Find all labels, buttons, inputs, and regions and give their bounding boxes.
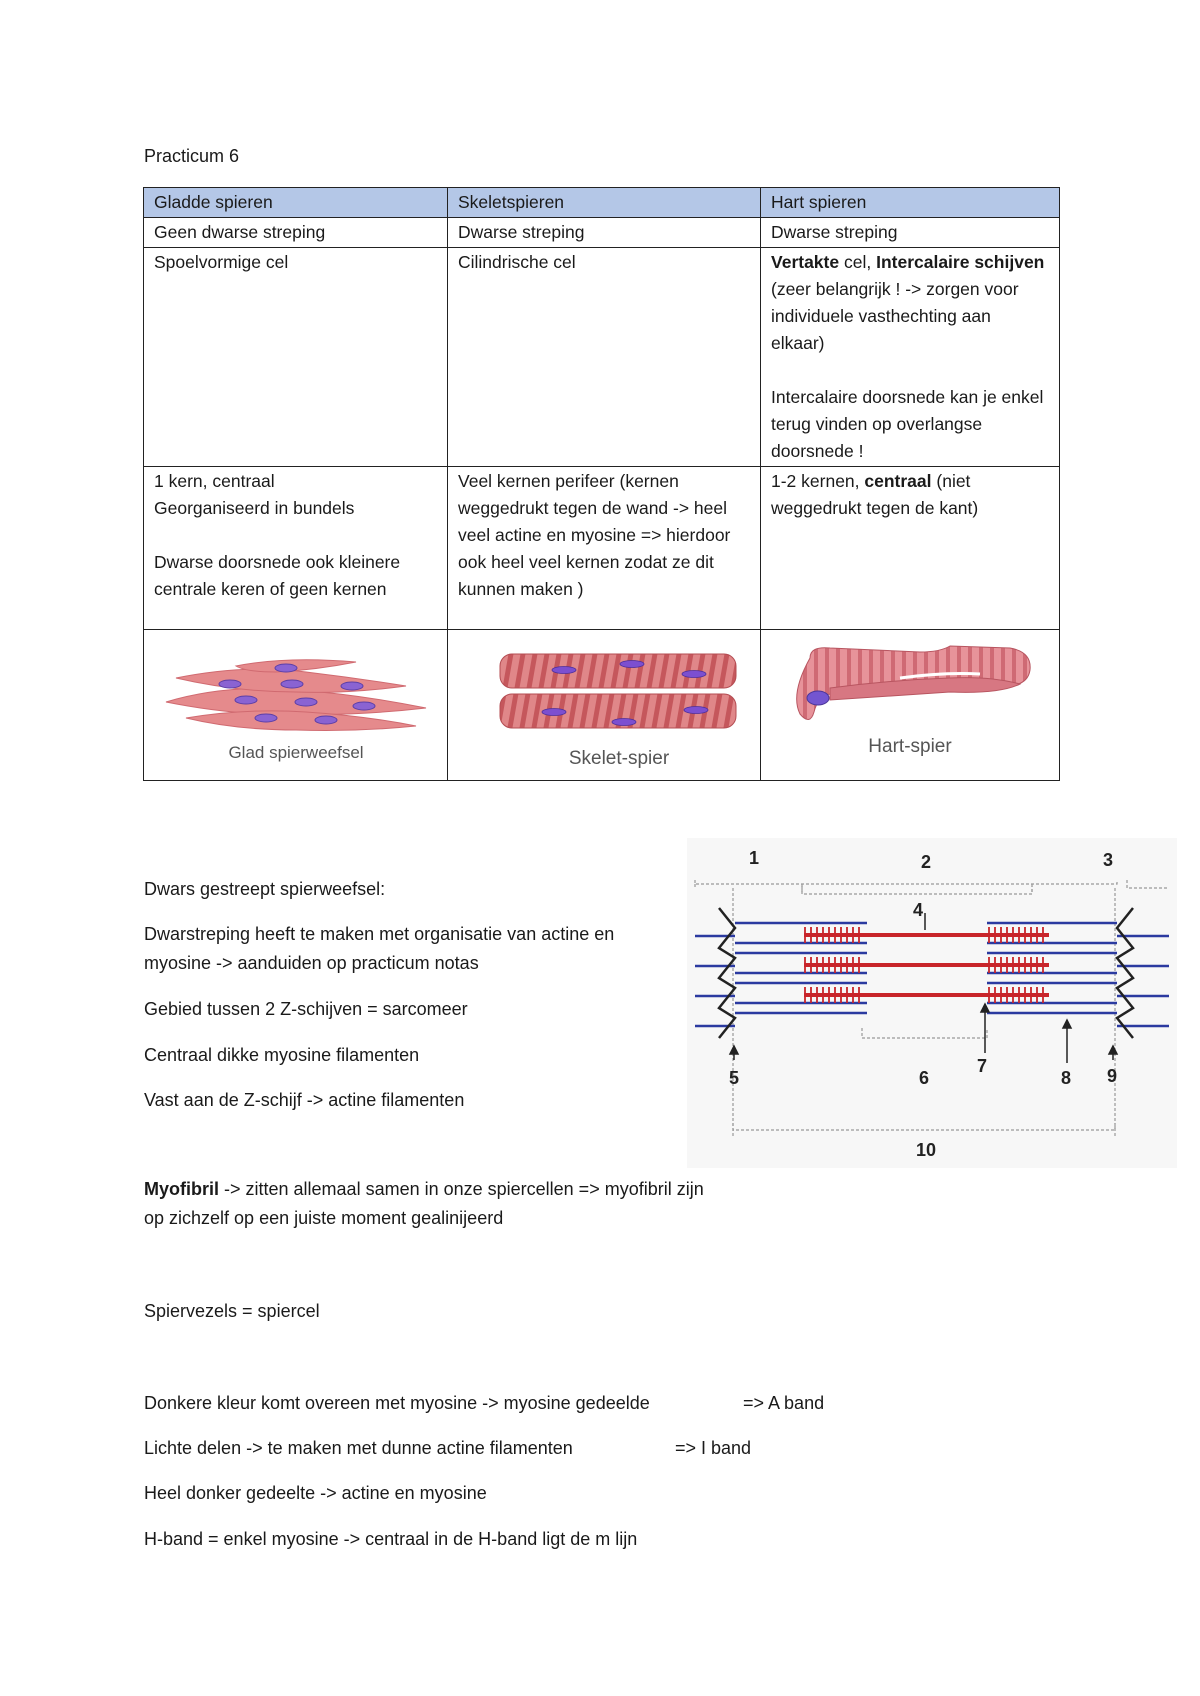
paragraph-gap xyxy=(154,522,437,549)
smooth-nuclei-line: 1 kern, centraal xyxy=(154,471,275,491)
page-title: Practicum 6 xyxy=(144,146,240,166)
cell-skeletal-image xyxy=(448,630,761,781)
text-segment: (niet weggedrukt tegen de kant) xyxy=(771,471,979,518)
label-8: 8 xyxy=(1061,1068,1072,1088)
smooth-bundle-line: Georganiseerd in bundels xyxy=(154,498,355,518)
cell-heart-striation: Dwarse streping xyxy=(761,218,1060,248)
cell-skeletal-nuclei: Veel kernen perifeer (kernen weggedrukt tegen de wand -> heel veel actine en myosine => hierdoor ook heel veel kernen zodat ze dit kunnen maken ) xyxy=(448,467,761,630)
cell-skeletal-striation: Dwarse streping xyxy=(448,218,761,248)
note-h-band: H-band = enkel myosine -> centraal in de H-band ligt de m lijn xyxy=(144,1529,638,1549)
cell-smooth-nuclei xyxy=(144,467,448,630)
note-actin: Vast aan de Z-schijf -> actine filamenten xyxy=(144,1090,465,1110)
label-6: 6 xyxy=(919,1068,930,1088)
note-very-dark: Heel donker gedeelte -> actine en myosine xyxy=(144,1483,487,1503)
cell-smooth-shape: Spoelvormige cel xyxy=(144,248,448,467)
header-heart: Hart spieren xyxy=(761,188,1060,218)
cell-heart-image xyxy=(761,630,1060,781)
note-muscle-fiber: Spiervezels = spiercel xyxy=(144,1301,320,1321)
label-2: 2 xyxy=(921,852,932,872)
caption-heart: Hart-spier xyxy=(868,736,952,757)
label-7: 7 xyxy=(977,1056,988,1076)
note-striation: Dwarstreping heeft te maken met organisatie van actine en myosine -> aanduiden op practicum notas xyxy=(144,924,615,973)
caption-smooth: Glad spierweefsel xyxy=(227,743,364,762)
label-3: 3 xyxy=(1103,850,1114,870)
note-dark-color: Donkere kleur komt overeen met myosine -> myosine gedeelde xyxy=(144,1393,650,1413)
label-4: 4 xyxy=(913,900,924,920)
cell-heart-shape xyxy=(761,248,1060,467)
header-smooth: Gladde spieren xyxy=(144,188,448,218)
cell-skeletal-shape: Cilindrische cel xyxy=(448,248,761,467)
skeletal-muscle-illustration xyxy=(464,634,744,778)
label-5: 5 xyxy=(729,1068,740,1088)
heart-muscle-illustration xyxy=(770,634,1050,774)
answer-a-band: => A band xyxy=(743,1393,825,1413)
text-segment: 1-2 kernen, xyxy=(771,471,865,491)
text-segment: (zeer belangrijk ! -> zorgen voor individuele vasthechting aan elkaar) xyxy=(771,279,1019,353)
label-1: 1 xyxy=(749,848,760,868)
sarcomere-diagram xyxy=(687,838,1177,1168)
table-header-row xyxy=(144,188,1060,218)
bold-myofibril: Myofibril xyxy=(144,1179,219,1199)
note-myosin: Centraal dikke myosine filamenten xyxy=(144,1045,420,1065)
label-9: 9 xyxy=(1107,1066,1118,1086)
note-sarcomere: Gebied tussen 2 Z-schijven = sarcomeer xyxy=(144,999,468,1019)
text-segment: cel, xyxy=(839,252,877,272)
cell-smooth-image xyxy=(144,630,448,781)
note-myofibril xyxy=(144,1175,704,1233)
paragraph-gap xyxy=(771,357,1049,384)
muscle-comparison-table xyxy=(143,187,1060,781)
notes-heading: Dwars gestreept spierweefsel: xyxy=(144,879,386,899)
heart-note: Intercalaire doorsnede kan je enkel terug vinden op overlangse doorsnede ! xyxy=(771,387,1044,461)
text-segment: -> zitten allemaal samen in onze spiercellen => myofibril zijn op zichzelf op een juiste moment gealinijeerd xyxy=(144,1179,704,1228)
answer-i-band: => I band xyxy=(675,1438,752,1458)
table-row-striation xyxy=(144,218,1060,248)
table-row-cell-shape xyxy=(144,248,1060,467)
bold-intercalaire: Intercalaire schijven xyxy=(876,252,1045,272)
smooth-muscle-illustration xyxy=(156,634,436,774)
note-light-parts: Lichte delen -> te maken met dunne actine filamenten xyxy=(144,1438,573,1458)
cell-heart-nuclei xyxy=(761,467,1060,630)
bold-vertakte: Vertakte xyxy=(771,252,840,272)
table-row-images xyxy=(144,630,1060,781)
header-skeletal: Skeletspieren xyxy=(448,188,761,218)
table-row-nuclei xyxy=(144,467,1060,630)
label-10: 10 xyxy=(916,1140,937,1160)
bold-centraal: centraal xyxy=(864,471,932,491)
smooth-cross-section-note: Dwarse doorsnede ook kleinere centrale keren of geen kernen xyxy=(154,552,401,599)
cell-smooth-striation: Geen dwarse streping xyxy=(144,218,448,248)
caption-skeletal: Skelet-spier xyxy=(568,748,670,769)
